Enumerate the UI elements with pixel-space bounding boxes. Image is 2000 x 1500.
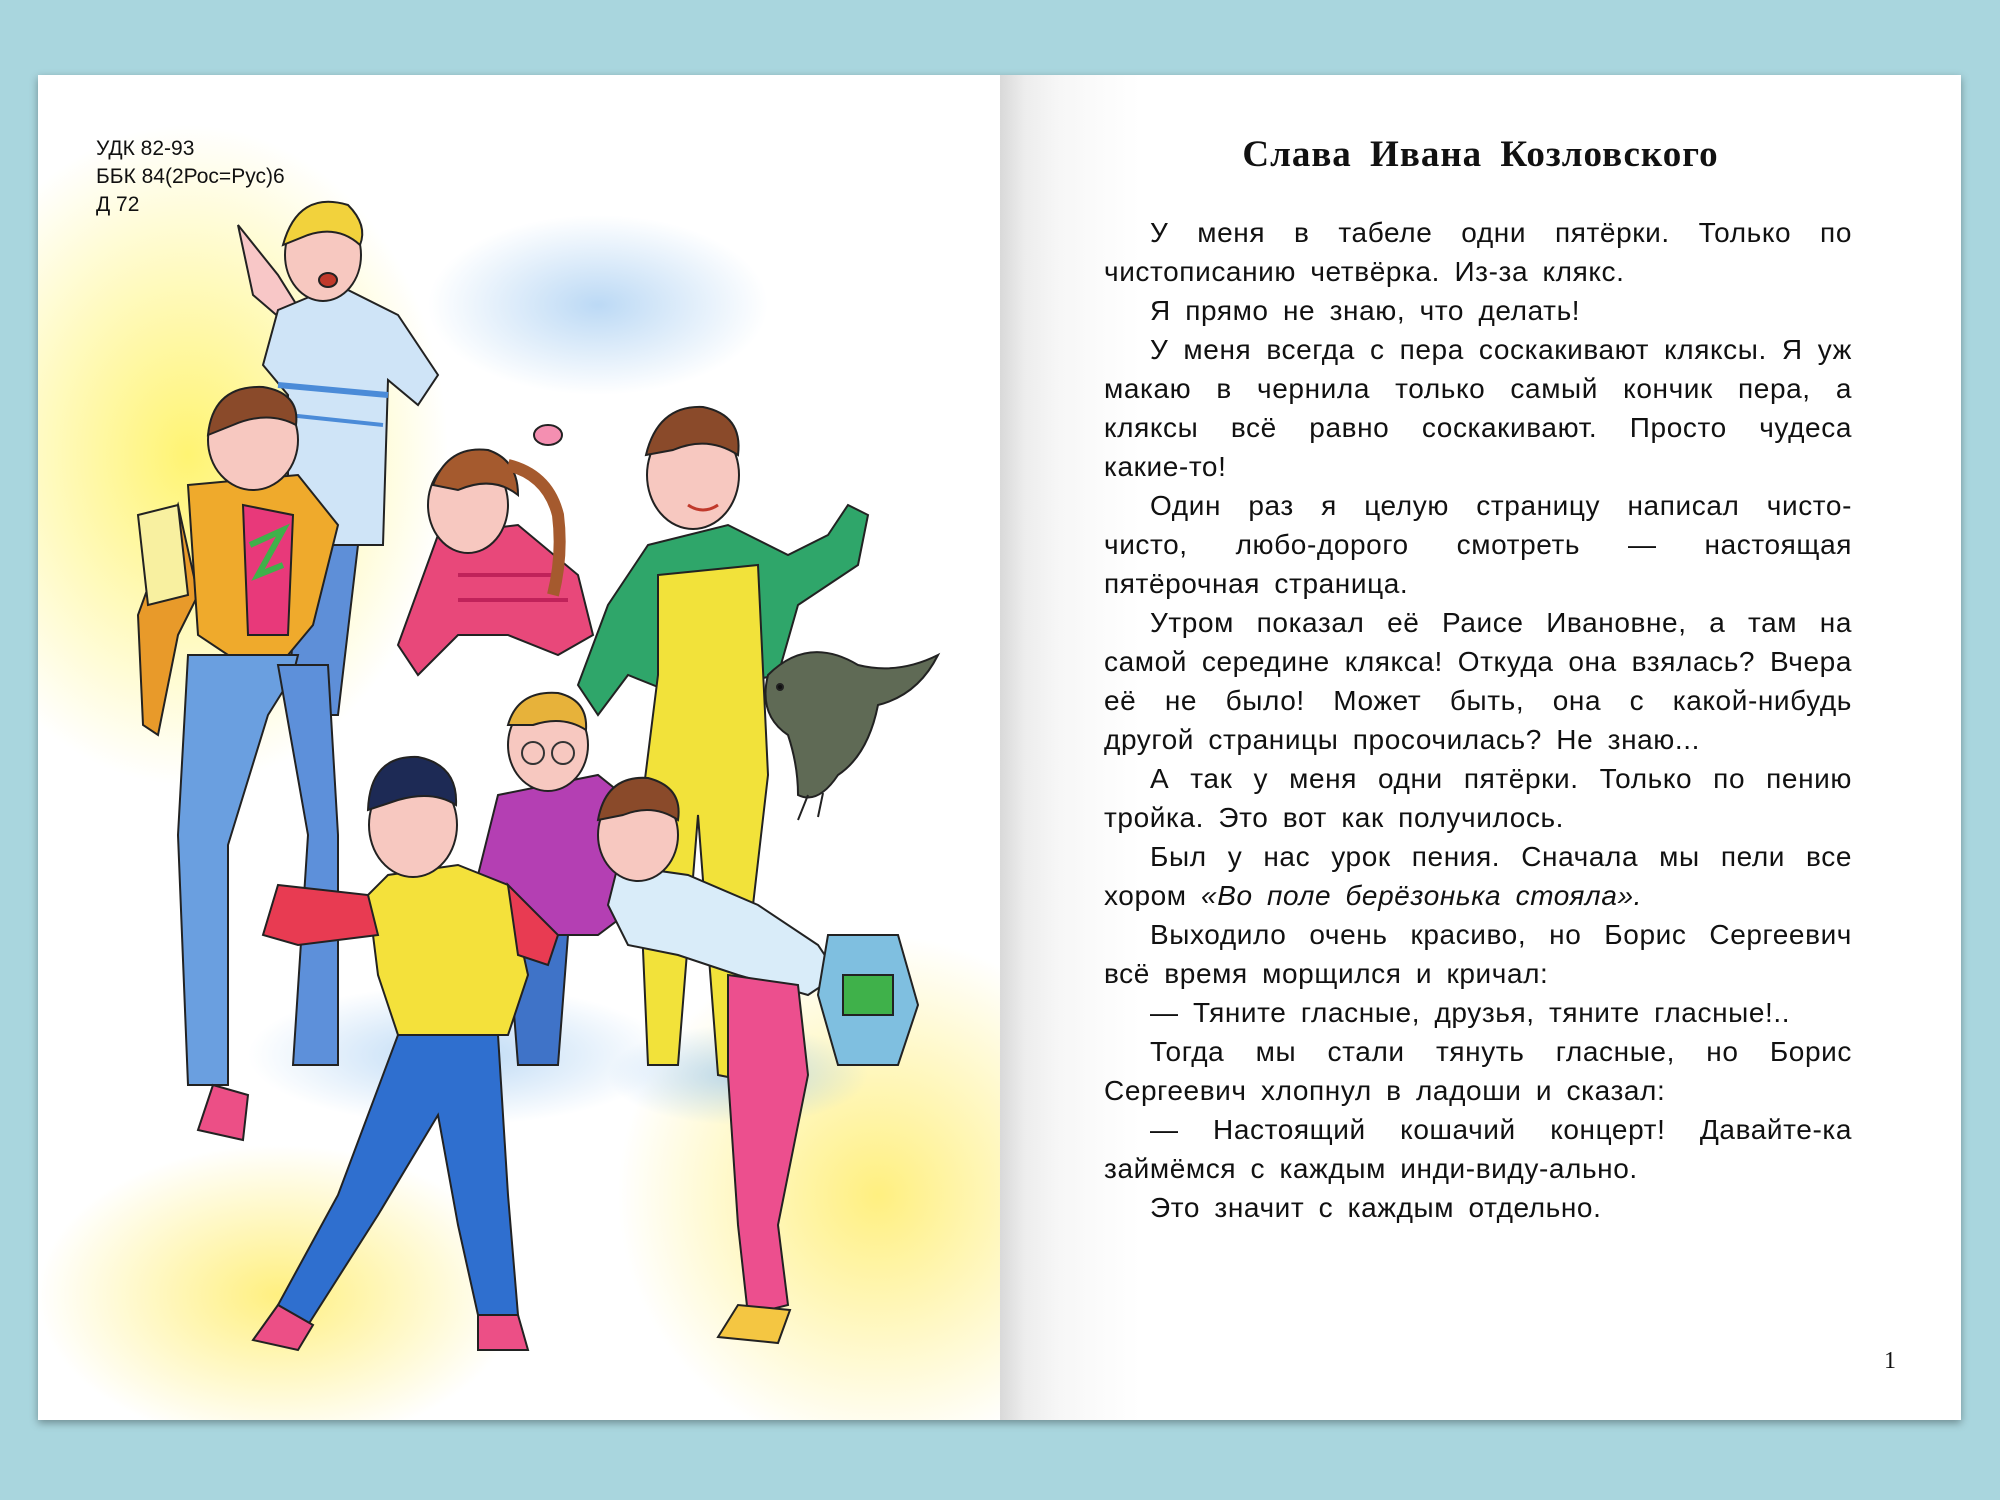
paragraph: — Тяните гласные, друзья, тяните гласные!.. xyxy=(1150,997,1791,1028)
paragraph: Я прямо не знаю, что делать! xyxy=(1150,295,1581,326)
book-spread xyxy=(38,75,1961,1420)
bibliographic-codes xyxy=(96,135,285,219)
story-title: Слава Ивана Козловского xyxy=(1242,134,1719,175)
song-quote: «Во поле берёзонька стояла». xyxy=(1201,880,1643,911)
page-number: 1 xyxy=(1884,1348,1896,1374)
paragraph-text: Был у нас урок пения. Сначала мы пели все хором xyxy=(1104,841,1852,911)
paragraph: Один раз я целую страницу написал чисто-чисто, любо-дорого смотреть — настоящая пятёрочная страница. xyxy=(1104,490,1852,599)
author-mark: Д 72 xyxy=(96,193,140,216)
paragraph: Это значит с каждым отдельно. xyxy=(1150,1192,1602,1223)
bbk-code: ББК 84(2Рос=Рус)6 xyxy=(96,165,285,188)
paragraph: Тогда мы стали тянуть гласные, но Борис Сергеевич хлопнул в ладоши и сказал: xyxy=(1104,1036,1852,1106)
paragraph: У меня всегда с пера соскакивают кляксы. Я уж макаю в чернила только самый кончик пера, а кляксы всё равно соскакивают. Просто чудеса какие-то! xyxy=(1104,334,1852,482)
paragraph-with-quote xyxy=(1104,837,1852,915)
children-illustration xyxy=(38,75,1000,1420)
left-page xyxy=(38,75,1000,1420)
paragraph: Выходило очень красиво, но Борис Сергеевич всё время морщился и кричал: xyxy=(1104,919,1852,989)
paragraph: У меня в табеле одни пятёрки. Только по чистописанию четвёрка. Из-за клякс. xyxy=(1104,217,1852,287)
paragraph: Утром показал её Раисе Ивановне, а там на самой середине клякса! Откуда она взялась? Вчера её не было! Может быть, она с какой-нибудь другой страницы просочилась? Не знаю... xyxy=(1104,607,1852,755)
paragraph: А так у меня одни пятёрки. Только по пению тройка. Это вот как получилось. xyxy=(1104,763,1852,833)
story-text xyxy=(1104,213,1852,1227)
paragraph: — Настоящий кошачий концерт! Давайте-ка займёмся с каждым инди-виду-ально. xyxy=(1104,1114,1852,1184)
crow xyxy=(766,652,939,820)
udk-code: УДК 82-93 xyxy=(96,137,195,160)
right-page xyxy=(1000,75,1961,1420)
